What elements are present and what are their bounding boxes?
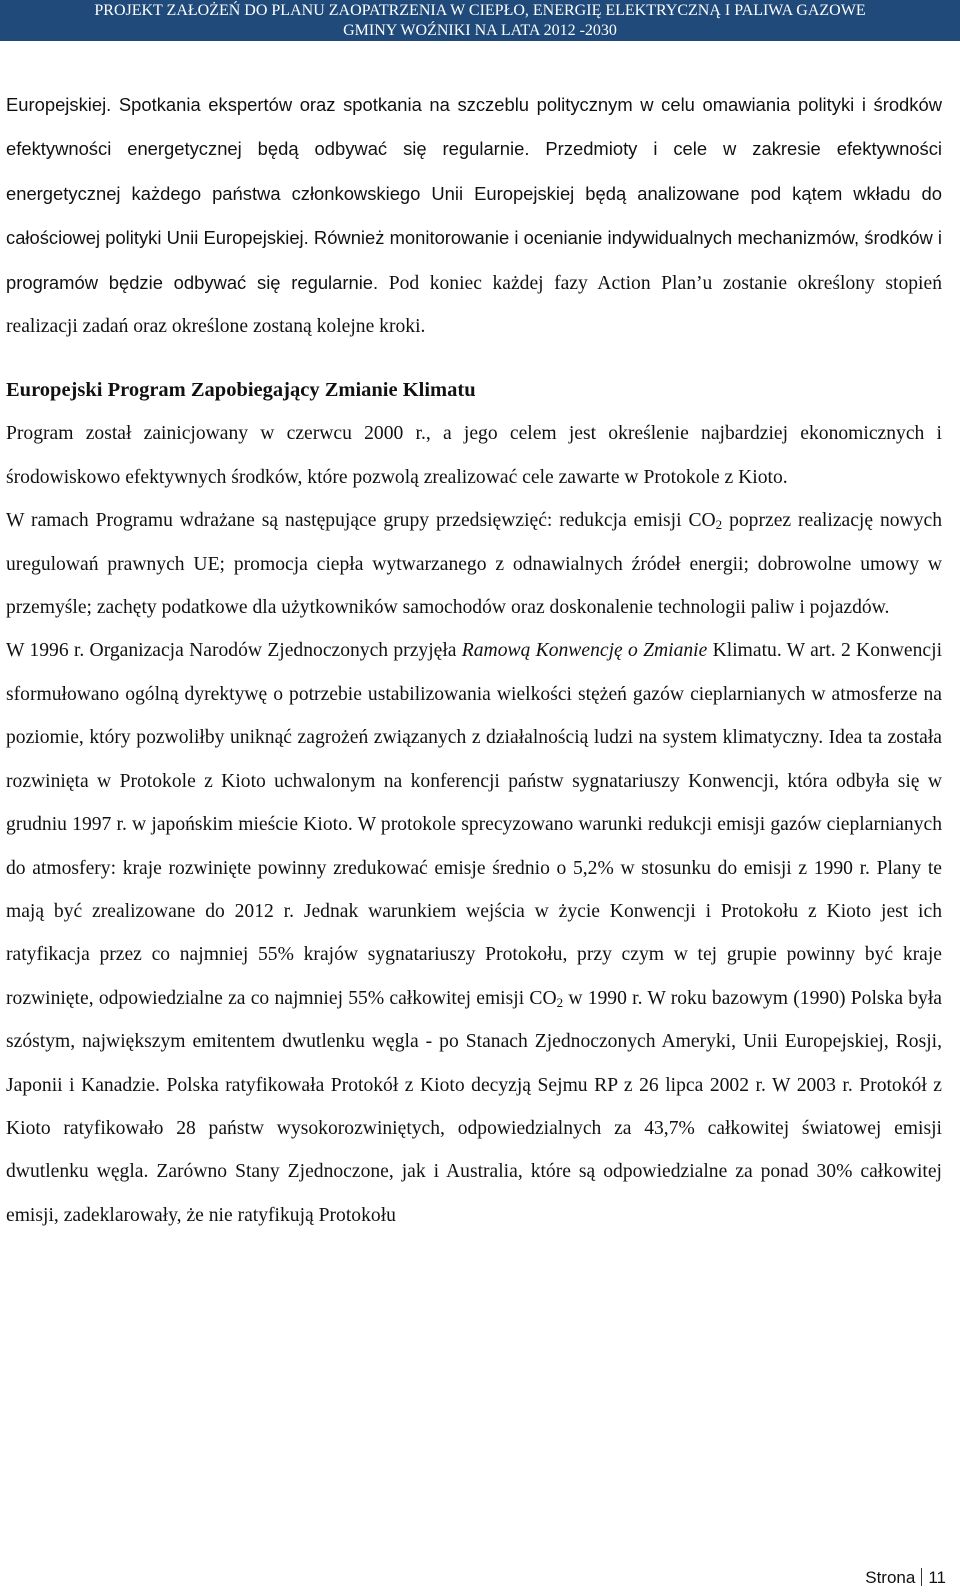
- paragraph-kyoto: [6, 629, 942, 1237]
- paragraph-kyoto-text-a: W 1996 r. Organizacja Narodów Zjednoczonych przyjęła: [6, 640, 462, 662]
- header-title-line-2: GMINY WOŹNIKI NA LATA 2012 -2030: [343, 22, 617, 39]
- co2-subscript: 2: [556, 994, 564, 1010]
- paragraph-eu-meetings-serif: Pod koniec każdej fazy Action Plan’u zostanie określony stopień realizacji zadań oraz określone zostaną kolejne kroki.: [6, 272, 942, 338]
- page-number: 11: [928, 1568, 946, 1587]
- convention-title: Ramową Konwencję o Zmianie: [461, 640, 708, 662]
- paragraph-program-measures-text-b: poprzez realizację nowych uregulowań prawnych UE; promocja ciepła wytwarzanego z odnawialnych źródeł energii; dobrowolne umowy w przemyśle; zachęty podatkowe dla użytkowników samochodów oraz doskonalenie technologii paliw i pojazdów.: [6, 510, 942, 619]
- co2-subscript: 2: [715, 517, 723, 533]
- paragraph-eu-meetings: [6, 83, 942, 348]
- header-title-line-1: PROJEKT ZAŁOŻEŃ DO PLANU ZAOPATRZENIA W CIEPŁO, ENERGIĘ ELEKTRYCZNĄ I PALIWA GAZOWE: [94, 2, 866, 19]
- paragraph-kyoto-text-c: w 1990 r. W roku bazowym (1990) Polska była szóstym, największym emitentem dwutlenku węgla - po Stanach Zjednoczonych Ameryki, Unii Europejskiej, Rosji, Japonii i Kanadzie. Polska ratyfikowała Protokół z Kioto decyzją Sejmu RP z 26 lipca 2002 r. W 2003 r. Protokół z Kioto ratyfikowało 28 państw wysokorozwiniętych, odpowiedzialnych za 43,7% całkowitej światowej emisji dwutlenku węgla. Zarówno Stany Zjednoczone, jak i Australia, które są odpowiedzialne za ponad 30% całkowitej emisji, zadeklarowały, że nie ratyfikują Protokołu: [6, 987, 942, 1226]
- paragraph-program-measures: [6, 499, 942, 629]
- page-footer: [865, 1566, 946, 1590]
- document-body: [6, 83, 942, 1237]
- paragraph-eu-meetings-sans: Europejskiej. Spotkania ekspertów oraz spotkania na szczeblu politycznym w celu omawiania polityki i środków efektywności energetycznej będą odbywać się regularnie. Przedmioty i cele w zakresie efektywności energetycznej każdego państwa członkowskiego Unii Europejskiej będą analizowane pod kątem wkładu do całościowej polityki Unii Europejskiej. Również monitorowanie i ocenianie indywidualnych mechanizmów, środków i programów będzie odbywać się regularnie.: [6, 94, 942, 293]
- paragraph-program-measures-text-a: W ramach Programu wdrażane są następujące grupy przedsięwzięć: redukcja emisji CO: [6, 510, 716, 532]
- section-heading: Europejski Program Zapobiegający Zmianie Klimatu: [6, 379, 476, 402]
- page-header: [0, 0, 960, 41]
- page-label: Strona: [865, 1568, 916, 1587]
- paragraph-program-start: Program został zainicjowany w czerwcu 2000 r., a jego celem jest określenie najbardziej ekonomicznych i środowiskowo efektywnych środków, które pozwolą zrealizować cele zawarte w Protokole z Kioto.: [6, 423, 942, 488]
- paragraph-kyoto-text-b: Klimatu. W art. 2 Konwencji sformułowano ogólną dyrektywę o potrzebie ustabilizowania wielkości stężeń gazów cieplarnianych w atmosferze na poziomie, który pozwoliłby uniknąć zagrożeń związanych z działalnością ludzi na system klimatyczny. Idea ta została rozwinięta w Protokole z Kioto uchwalonym na konferencji państw sygnatariuszy Konwencji, która odbyła się w grudniu 1997 r. w japońskim mieście Kioto. W protokole sprecyzowano warunki redukcji emisji gazów cieplarnianych do atmosfery: kraje rozwinięte powinny zredukować emisje średnio o 5,2% w stosunku do emisji z 1990 r. Plany te mają być zrealizowane do 2012 r. Jednak warunkiem wejścia w życie Konwencji i Protokołu z Kioto jest ich ratyfikacja przez co najmniej 55% krajów sygnatariuszy Protokołu, przy czym w tej grupie powinny być kraje rozwinięte, odpowiedzialne za co najmniej 55% całkowitej emisji CO: [6, 640, 943, 1009]
- paragraph-gap: [6, 348, 942, 369]
- footer-separator: [921, 1568, 922, 1586]
